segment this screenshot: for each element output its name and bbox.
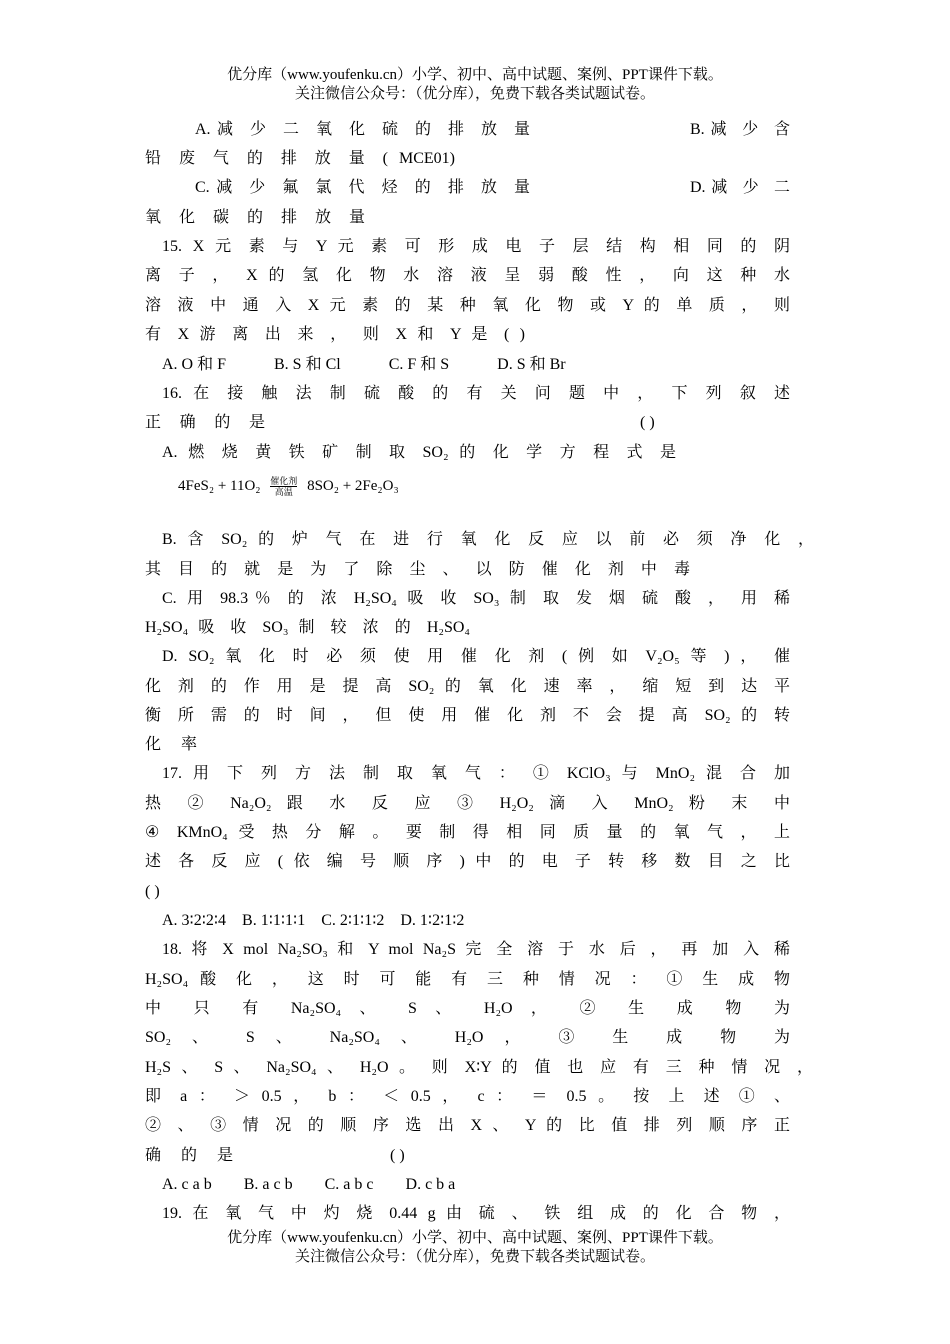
equation-right: 8SO₂ + 2Fe₂O₃	[307, 478, 399, 494]
q16-option-d-line-4: 化 率	[145, 736, 197, 753]
q15-line-4: 有 X 游 离 出 来 ， 则 X 和 Y 是 ( )	[145, 326, 525, 343]
q17-line-4: 述 各 反 应 ( 依 编 号 顺 序 ) 中 的 电 子 转 移 数 目 之 比	[145, 853, 790, 870]
q14-option-b-tail: 铅 废 气 的 排 放 量 ( MCE01)	[145, 150, 455, 167]
q17-line-1: 17. 用 下 列 方 法 制 取 氧 气 ： ① KClO₃ 与 MnO₂ 混 合 加	[162, 765, 790, 782]
q16-option-d-line-2: 化 剂 的 作 用 是 提 高 SO₂ 的 氧 化 速 率 ， 缩 短 到 达 平	[145, 678, 790, 695]
q18-line-7: ② 、 ③ 情 况 的 顺 序 选 出 X 、 Y 的 比 值 排 列 顺 序 正	[145, 1117, 790, 1134]
q18-line-1: 18. 将 X mol Na₂SO₃ 和 Y mol Na₂S 完 全 溶 于 水 后 ， 再 加 入 稀	[162, 941, 790, 958]
q16-line-1: 16. 在 接 触 法 制 硫 酸 的 有 关 问 题 中 ， 下 列 叙 述	[162, 385, 790, 402]
equation-left: 4FeS₂ + 11O₂	[178, 478, 261, 494]
q16-option-d-line-1: D. SO₂ 氧 化 时 必 须 使 用 催 化 剂 ( 例 如 V₂O₅ 等 ) ， 催	[162, 648, 790, 665]
header-line-1: 优分库（www.youfenku.cn）小学、初中、高中试题、案例、PPT课件下载。	[227, 67, 723, 83]
footer-line-1: 优分库（www.youfenku.cn）小学、初中、高中试题、案例、PPT课件下载。	[227, 1230, 723, 1246]
q18-line-8: 确 的 是	[145, 1147, 233, 1164]
equation-heat: 高温	[274, 487, 293, 498]
q17-line-3: ④ KMnO₄ 受 热 分 解 。 要 制 得 相 同 质 量 的 氧 气 ， 上	[145, 824, 790, 841]
q15-line-3: 溶 液 中 通 入 X 元 素 的 某 种 氧 化 物 或 Y 的 单 质 ， 则	[145, 297, 790, 314]
q18-line-6: 即 a ： ＞ 0.5 ， b ： ＜ 0.5 ， c ： ＝ 0.5 。 按 上 述 ① 、	[145, 1088, 790, 1105]
q18-line-5: H₂S 、 S 、 Na₂SO₄ 、 H₂O 。 则 X∶Y 的 值 也 应 有 三 种 情 况 ，	[145, 1059, 813, 1076]
header-line-2: 关注微信公众号：（优分库），免费下载各类试题试卷。	[294, 86, 655, 102]
q18-line-3: 中 只 有 Na₂SO₄ 、 S 、 H₂O ， ② 生 成 物 为	[145, 1000, 790, 1017]
q17-line-5: ( )	[145, 883, 160, 900]
q16-option-c-line-1: C. 用 98.3％ 的 浓 H₂SO₄ 吸 收 SO₃ 制 取 发 烟 硫 酸 ， 用 稀	[162, 590, 790, 607]
equation-condition	[270, 476, 297, 497]
q16-option-a: A. 燃 烧 黄 铁 矿 制 取 SO₂ 的 化 学 方 程 式 是	[162, 444, 676, 461]
q14-option-b-head: B.减 少 含	[690, 121, 790, 138]
q15-options: A. O 和 F B. S 和 Cl C. F 和 S D. S 和 Br	[162, 356, 566, 373]
q15-line-1: 15. X 元 素 与 Y 元 素 可 形 成 电 子 层 结 构 相 同 的 阴	[162, 238, 790, 255]
q18-options: A. c a b B. a c b C. a b c D. c b a	[162, 1176, 456, 1193]
q18-answer-paren: ( )	[390, 1147, 405, 1164]
q14-option-d-tail: 氧 化 碳 的 排 放 量	[145, 209, 365, 226]
q14-option-c: C.减 少 氟 氯 代 烃 的 排 放 量	[195, 179, 530, 196]
q16-line-2: 正 确 的 是	[145, 414, 265, 431]
q16-equation	[178, 475, 399, 497]
q15-line-2: 离 子 ， X 的 氢 化 物 水 溶 液 呈 弱 酸 性 ， 向 这 种 水	[145, 267, 790, 284]
q18-line-2: H₂SO₄ 酸 化 ， 这 时 可 能 有 三 种 情 况 ： ① 生 成 物	[145, 971, 790, 988]
q14-option-a: A.减 少 二 氧 化 硫 的 排 放 量	[195, 121, 530, 138]
equation-catalyst: 催化剂	[270, 476, 298, 487]
q16-option-b-line-1: B. 含 SO₂ 的 炉 气 在 进 行 氧 化 反 应 以 前 必 须 净 化 ，	[162, 531, 814, 548]
q17-options: A. 3∶2∶2∶4 B. 1∶1∶1∶1 C. 2∶1∶1∶2 D. 1∶2∶1∶2	[162, 912, 465, 929]
q14-option-d-head: D.减 少 二	[690, 179, 790, 196]
q19-line-1: 19. 在 氧 气 中 灼 烧 0.44 g 由 硫 、 铁 组 成 的 化 合 物 ，	[162, 1205, 790, 1222]
q16-answer-paren: ( )	[640, 414, 655, 431]
q17-line-2: 热 ② Na₂O₂ 跟 水 反 应 ③ H₂O₂ 滴 入 MnO₂ 粉 末 中	[145, 795, 790, 812]
footer-line-2: 关注微信公众号：（优分库），免费下载各类试题试卷。	[294, 1249, 655, 1265]
q16-option-b-line-2: 其 目 的 就 是 为 了 除 尘 、 以 防 催 化 剂 中 毒	[145, 561, 690, 578]
q18-line-4: SO₂ 、 S 、 Na₂SO₄ 、 H₂O ， ③ 生 成 物 为	[145, 1029, 790, 1046]
q16-option-c-line-2: H₂SO₄ 吸 收 SO₃ 制 较 浓 的 H₂SO₄	[145, 619, 470, 636]
q16-option-d-line-3: 衡 所 需 的 时 间 ， 但 使 用 催 化 剂 不 会 提 高 SO₂ 的 转	[145, 707, 790, 724]
